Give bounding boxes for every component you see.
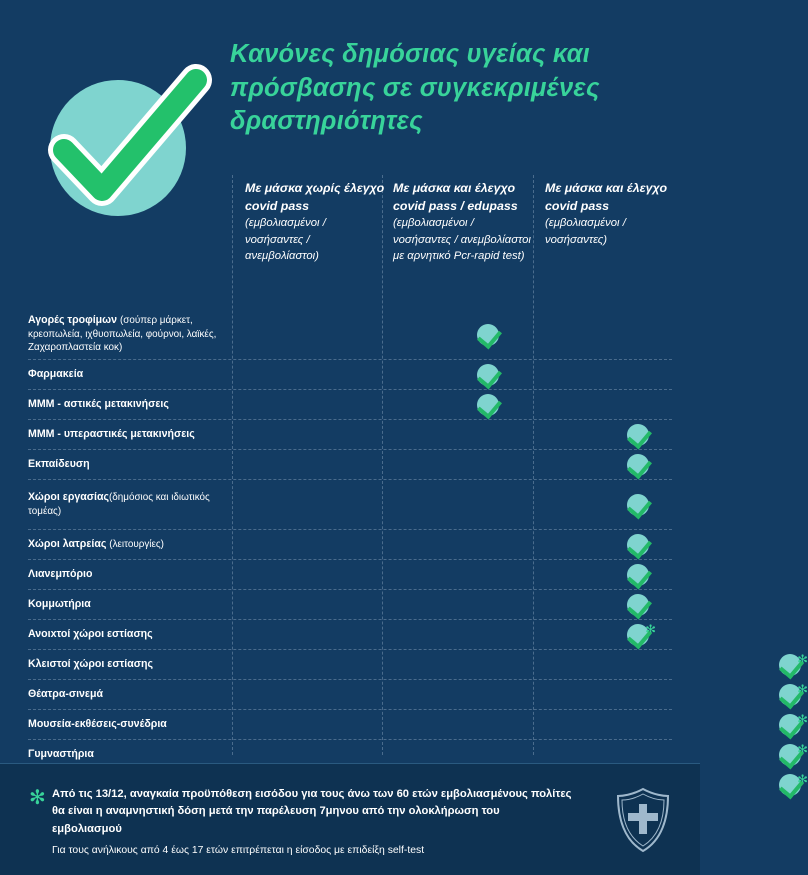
check-cell-col-1	[625, 532, 651, 558]
check-icon	[477, 394, 499, 416]
row-label-light: (σούπερ μάρκετ, κρεοπωλεία, ιχθυοπωλεία, φούρνοι, λαϊκές, Ζαχαροπλαστεία κοκ)	[28, 314, 217, 354]
table-row	[28, 650, 808, 680]
table-row	[28, 480, 672, 530]
asterisk-icon: ✻	[645, 621, 656, 637]
table-row	[28, 360, 672, 390]
column-header-1	[393, 180, 533, 264]
check-cell-col-0	[475, 362, 501, 388]
check-mark-icon	[28, 58, 208, 238]
row-label-bold: Ανοιxτοί χώροι εστίασης	[28, 627, 153, 640]
row-label	[28, 718, 232, 732]
table-row	[28, 620, 672, 650]
row-label	[28, 368, 232, 382]
asterisk-icon: ✻	[29, 787, 46, 809]
row-label-bold: Λιανεμπόριο	[28, 567, 93, 580]
check-cell-col-0	[475, 322, 501, 348]
check-icon	[627, 454, 649, 476]
column-header-2	[545, 180, 685, 248]
row-label-light: (δημόσιος και ιδιωτικός τομέας)	[28, 491, 210, 517]
table-row	[28, 560, 672, 590]
row-label-light: (λειτουργίες)	[109, 538, 164, 550]
row-label-bold: Κλειστοί χώροι εστίασης	[28, 657, 153, 670]
check-icon	[627, 494, 649, 516]
table-row	[28, 310, 672, 360]
row-label-bold: Φαρμακεία	[28, 367, 84, 380]
row-label-bold: Αγορές τροφίμων	[28, 313, 120, 326]
table-row	[28, 450, 672, 480]
row-label-bold: Χώροι λατρείας	[28, 537, 110, 550]
check-cell-col-1	[625, 592, 651, 618]
row-label	[28, 398, 232, 412]
asterisk-icon: ✻	[797, 711, 808, 727]
check-cell-col-0	[475, 392, 501, 418]
table-row	[28, 710, 808, 740]
check-icon	[779, 651, 808, 676]
rules-table	[28, 310, 808, 800]
check-cell-col-1	[625, 562, 651, 588]
row-label	[28, 538, 232, 552]
column-header-1-title: Με μάσκα και έλεγχο covid pass / edupass	[393, 181, 518, 213]
check-icon	[477, 324, 499, 346]
column-header-0-subtitle: (εμβολιασμένοι / νοσήσαντες / ανεμβολίαστοι)	[245, 217, 326, 262]
row-label-bold: Εκπαίδευση	[28, 457, 90, 470]
row-label	[28, 314, 232, 356]
hellenic-republic-emblem-icon	[614, 786, 672, 854]
table-row	[28, 420, 672, 450]
green-check-circle-icon	[28, 58, 208, 238]
row-label	[28, 598, 232, 612]
table-row	[28, 390, 672, 420]
asterisk-icon: ✻	[797, 651, 808, 667]
row-label	[28, 628, 232, 642]
table-row	[28, 590, 672, 620]
footer-note-secondary: Για τους ανήλικους από 4 έως 17 ετών επιτρέπεται η είσοδος με επιδείξη self-test	[52, 845, 425, 856]
check-icon	[779, 711, 808, 736]
check-icon	[779, 771, 808, 796]
check-icon	[627, 424, 649, 446]
row-label	[28, 688, 232, 702]
check-icon	[627, 534, 649, 556]
row-label-bold: Γυμναστήρια	[28, 747, 94, 760]
column-header-0	[245, 180, 385, 264]
footer-note-bar	[0, 763, 700, 875]
check-cell-col-2	[777, 651, 808, 678]
asterisk-icon: ✻	[797, 681, 808, 697]
check-cell-col-1	[625, 621, 656, 648]
row-label-bold: ΜΜΜ - υπεραστικές μετακινήσεις	[28, 427, 195, 440]
row-label	[28, 658, 232, 672]
column-header-2-subtitle: (εμβολιασμένοι /νοσήσαντες)	[545, 217, 626, 246]
check-icon	[627, 621, 656, 646]
check-cell-col-2	[777, 771, 808, 798]
row-label-bold: Χώροι εργασίας	[28, 490, 109, 503]
table-row	[28, 530, 672, 560]
title-text: Κανόνες δημόσιας υγείας και πρόσβασης σε συγκεκριμένες δραστηριότητες	[230, 40, 600, 136]
check-cell-col-2	[777, 681, 808, 708]
row-label-bold: ΜΜΜ - αστικές μετακινήσεις	[28, 397, 169, 410]
row-label	[28, 491, 232, 519]
page-title	[230, 38, 680, 139]
check-icon	[779, 741, 808, 766]
row-label	[28, 748, 232, 762]
row-label	[28, 428, 232, 442]
row-label-bold: Μουσεία-εκθέσεις-συνέδρια	[28, 717, 167, 730]
check-cell-col-1	[625, 452, 651, 478]
check-icon	[779, 681, 808, 706]
row-label-bold: Κομμωτήρια	[28, 597, 91, 610]
check-icon	[627, 594, 649, 616]
check-cell-col-1	[625, 422, 651, 448]
row-label	[28, 568, 232, 582]
check-icon	[627, 564, 649, 586]
row-label	[28, 458, 232, 472]
check-cell-col-2	[777, 711, 808, 738]
footer-note-primary: Από τις 13/12, αναγκαία προϋπόθεση εισόδου για τους άνω των 60 ετών εμβολιασμένους πολίτες θα είναι η αναμνηστική δόση μετά την παρέλευση 7μηνου από την ολοκλήρωση του εμβολιασμού	[52, 788, 572, 835]
check-cell-col-1	[625, 492, 651, 518]
table-row	[28, 680, 808, 710]
asterisk-icon: ✻	[797, 741, 808, 757]
column-header-1-subtitle: (εμβολιασμένοι / νοσήσαντες / ανεμβολίαστοι με αρνητικό Pcr-rapid test)	[393, 217, 531, 262]
row-label-bold: Θέατρα-σινεμά	[28, 687, 103, 700]
asterisk-icon: ✻	[797, 771, 808, 787]
column-header-2-title: Με μάσκα και έλεγχο covid pass	[545, 181, 668, 213]
column-header-0-title: Με μάσκα χωρίς έλεγχο covid pass	[245, 181, 385, 213]
check-icon	[477, 364, 499, 386]
check-cell-col-2	[777, 741, 808, 768]
